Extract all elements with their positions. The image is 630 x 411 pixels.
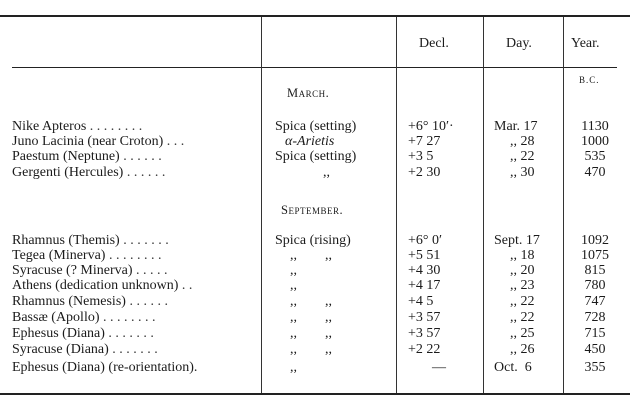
declination: +5 51 <box>408 248 441 263</box>
table-row <box>0 326 630 341</box>
declination: +3 5 <box>408 149 434 164</box>
declination: +6° 0′ <box>408 233 443 248</box>
year: 1000 <box>581 134 609 149</box>
declination: — <box>432 360 446 375</box>
day: ,, 20 <box>510 263 535 278</box>
star-name: Spica (rising) <box>275 233 351 248</box>
year: 470 <box>584 165 606 180</box>
temple-name: Rhamnus (Themis) . . . . . . . <box>12 233 169 248</box>
star-name: ,, ,, <box>290 310 332 325</box>
star-name: ,, ,, <box>290 342 332 357</box>
bottom-rule <box>0 393 630 395</box>
day: ,, 28 <box>510 134 535 149</box>
header-year-unit: B.C. <box>579 75 600 85</box>
declination: +3 57 <box>408 326 441 341</box>
table-row <box>0 310 630 325</box>
star-name: ,, <box>290 263 297 278</box>
year: 450 <box>584 342 606 357</box>
year: 747 <box>584 294 606 309</box>
declination: +4 17 <box>408 278 441 293</box>
temple-name: Syracuse (Diana) . . . . . . . <box>12 342 158 357</box>
star-name: ,, <box>290 360 297 375</box>
declination: +2 22 <box>408 342 441 357</box>
temple-name: Rhamnus (Nemesis) . . . . . . <box>12 294 168 309</box>
declination: +2 30 <box>408 165 441 180</box>
declination: +4 5 <box>408 294 434 309</box>
header-rule <box>12 67 617 68</box>
day: Oct. 6 <box>494 360 532 375</box>
temple-name: Juno Lacinia (near Croton) . . . <box>12 134 185 149</box>
star-name: ,, ,, <box>290 326 332 341</box>
year: 535 <box>584 149 606 164</box>
table-row <box>0 134 630 149</box>
temple-name: Athens (dedication unknown) . . <box>12 278 193 293</box>
star-name: Spica (setting) <box>275 119 357 134</box>
year: 780 <box>584 278 606 293</box>
section-title-september: September. <box>281 203 344 217</box>
declination: +7 27 <box>408 134 441 149</box>
temple-name: Ephesus (Diana) (re-orientation). <box>12 360 198 375</box>
star-name: Spica (setting) <box>275 149 357 164</box>
year: 1092 <box>581 233 609 248</box>
year: 355 <box>584 360 606 375</box>
star-name: ,, ,, <box>290 248 332 263</box>
declination: +4 30 <box>408 263 441 278</box>
table-row <box>0 263 630 278</box>
table-row <box>0 149 630 164</box>
year: 728 <box>584 310 606 325</box>
table-row <box>0 278 630 293</box>
day: ,, 22 <box>510 294 535 309</box>
star-name: α-Arietis <box>285 134 335 149</box>
day: ,, 23 <box>510 278 535 293</box>
day: ,, 26 <box>510 342 535 357</box>
table-row <box>0 248 630 263</box>
top-rule <box>0 15 630 17</box>
temple-name: Ephesus (Diana) . . . . . . . <box>12 326 154 341</box>
temple-name: Gergenti (Hercules) . . . . . . <box>12 165 166 180</box>
day: ,, 22 <box>510 310 535 325</box>
day: Sept. 17 <box>494 233 540 248</box>
year: 1075 <box>581 248 609 263</box>
star-name: ,, <box>323 165 330 180</box>
declination: +6° 10′· <box>408 119 454 134</box>
temple-name: Bassæ (Apollo) . . . . . . . . <box>12 310 156 325</box>
day: ,, 18 <box>510 248 535 263</box>
star-name: ,, <box>290 278 297 293</box>
table-row <box>0 360 630 375</box>
day: ,, 25 <box>510 326 535 341</box>
day: ,, 30 <box>510 165 535 180</box>
header-day: Day. <box>506 36 532 51</box>
table-row <box>0 342 630 357</box>
temple-name: Tegea (Minerva) . . . . . . . . <box>12 248 162 263</box>
year: 1130 <box>581 119 609 134</box>
table-row <box>0 165 630 180</box>
table-row <box>0 294 630 309</box>
temple-name: Nike Apteros . . . . . . . . <box>12 119 143 134</box>
table-row <box>0 119 630 134</box>
section-title-march: March. <box>287 86 330 100</box>
day: ,, 22 <box>510 149 535 164</box>
table-row <box>0 233 630 248</box>
year: 815 <box>584 263 606 278</box>
declination: +3 57 <box>408 310 441 325</box>
header-year: Year. <box>571 36 600 51</box>
temple-name: Paestum (Neptune) . . . . . . <box>12 149 162 164</box>
year: 715 <box>584 326 606 341</box>
day: Mar. 17 <box>494 119 538 134</box>
header-decl: Decl. <box>419 36 449 51</box>
star-name: ,, ,, <box>290 294 332 309</box>
temple-name: Syracuse (? Minerva) . . . . . <box>12 263 168 278</box>
